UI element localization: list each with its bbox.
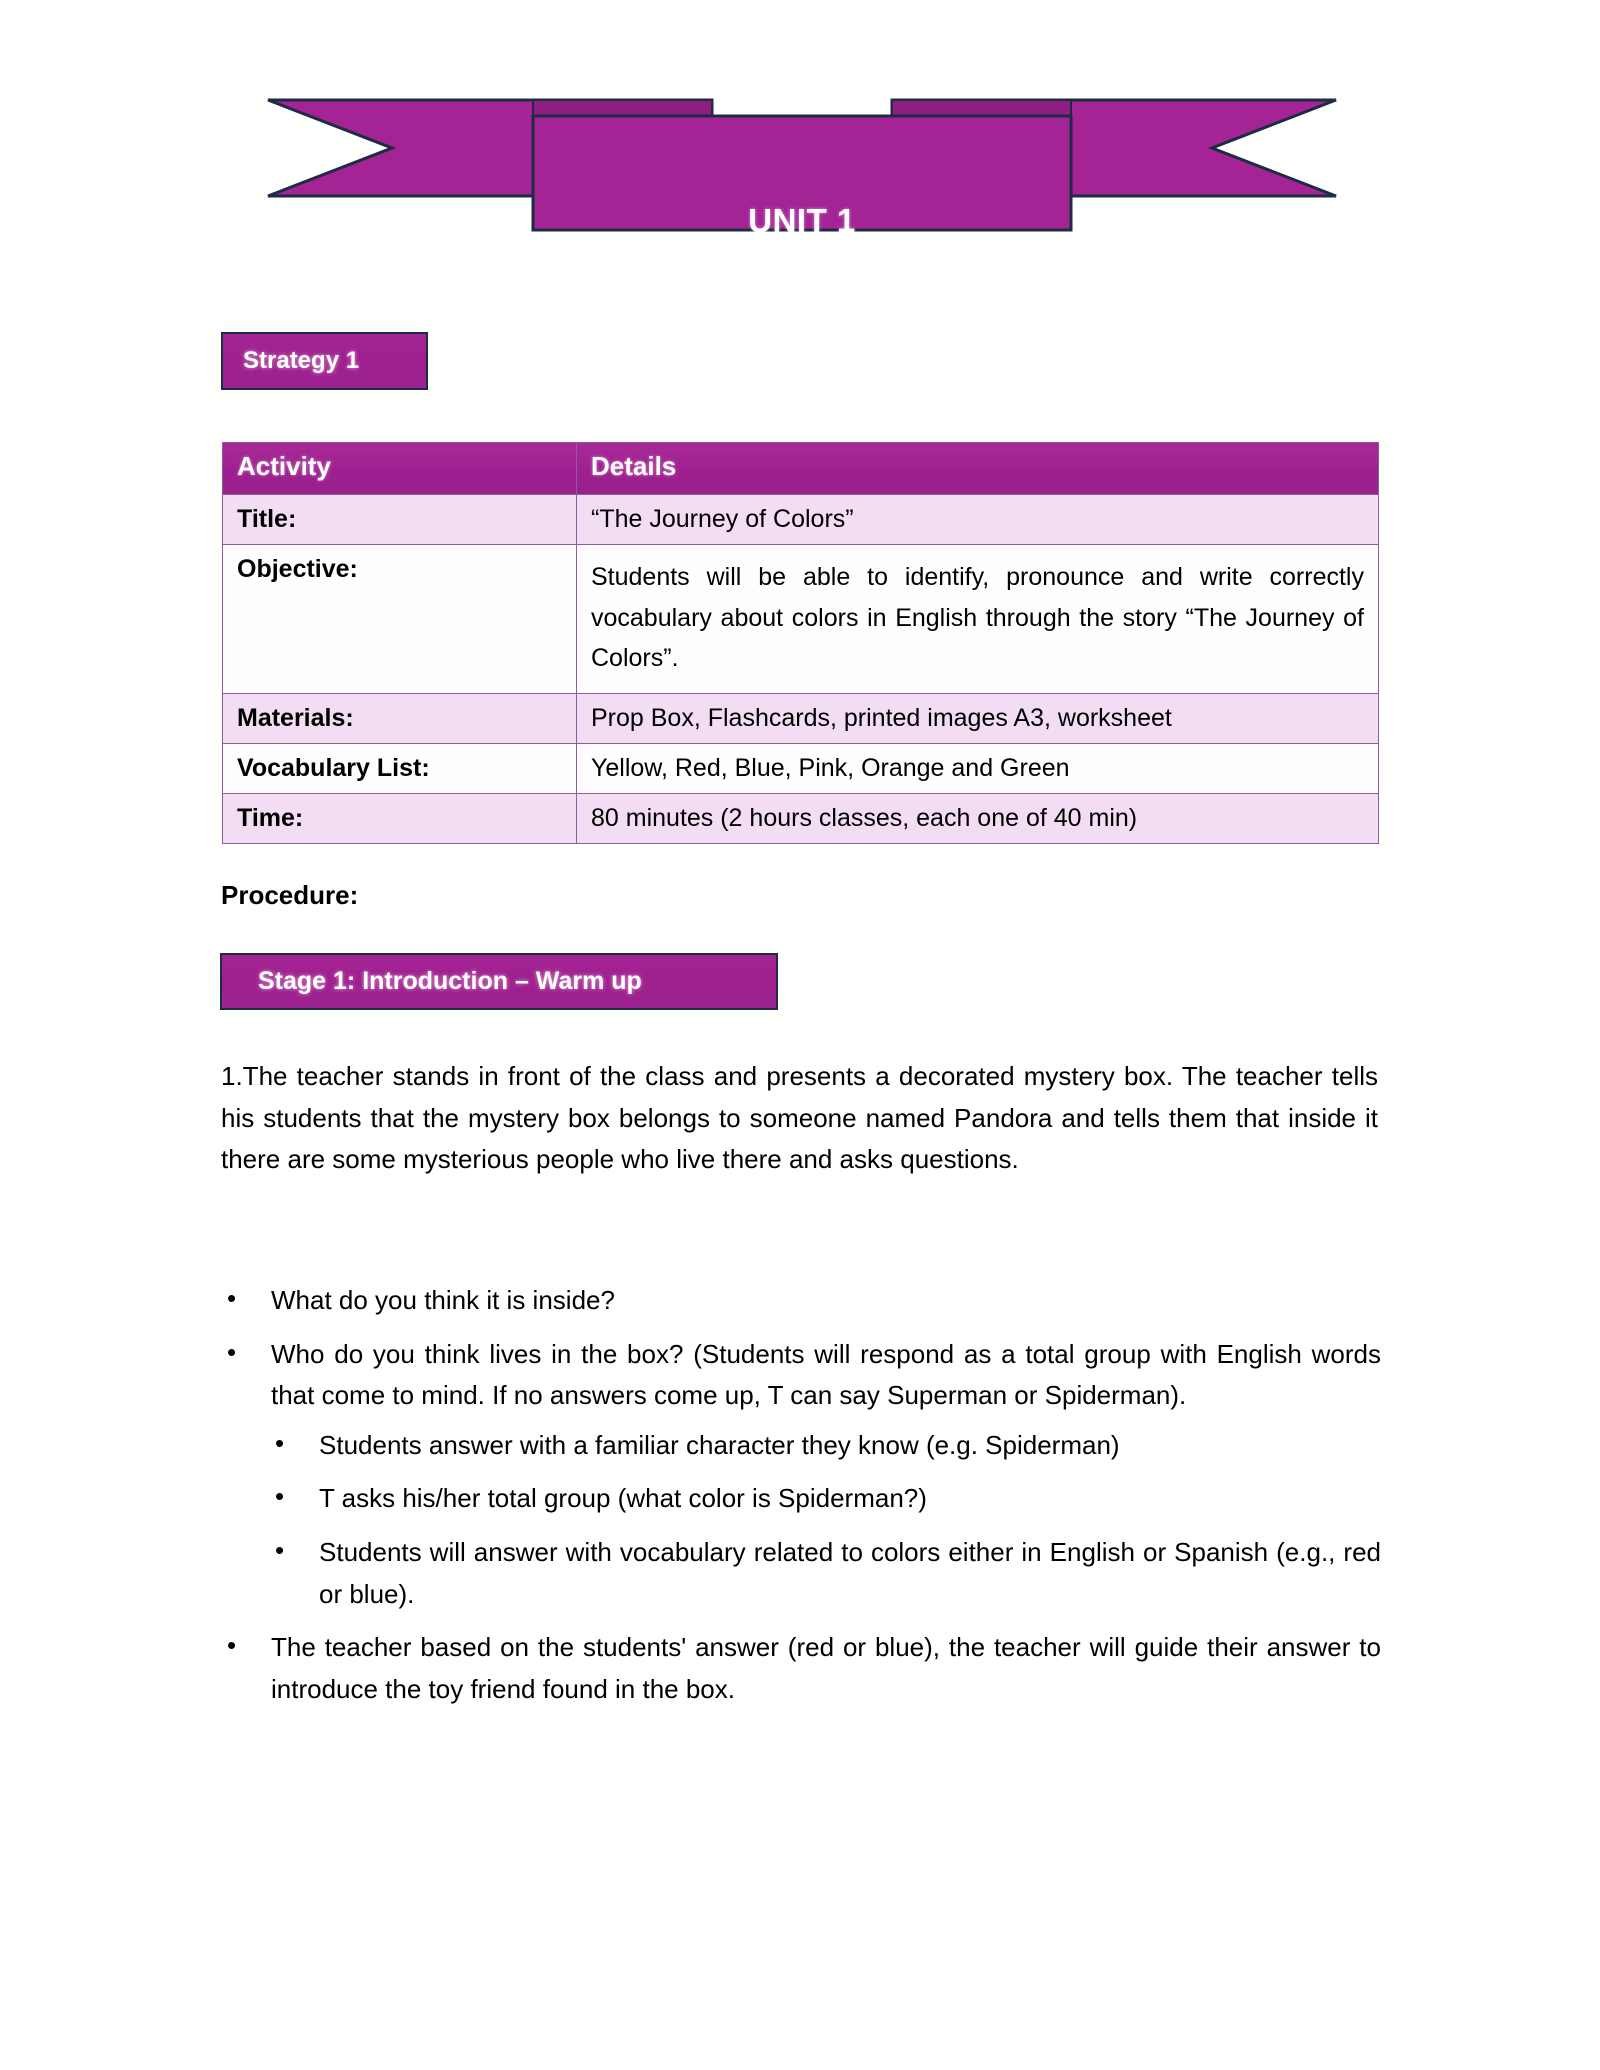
table-header-row <box>223 443 1379 495</box>
bullet-text: The teacher based on the students' answer (red or blue), the teacher will guide their answer to introduce the toy friend found in the box. <box>271 1632 1381 1704</box>
row-label-materials: Materials: <box>223 693 577 743</box>
row-label-time: Time: <box>223 793 577 843</box>
list-item <box>271 1425 1381 1467</box>
sub-bullet-text: Students will answer with vocabulary related to colors either in English or Spanish (e.g., red or blue). <box>319 1536 1381 1609</box>
row-label-title: Title: <box>223 495 577 545</box>
list-item <box>271 1532 1381 1615</box>
strategy-label-text: Strategy 1 <box>243 347 360 374</box>
procedure-sub-bullet-list <box>271 1425 1381 1615</box>
sub-bullet-text: Students answer with a familiar character they know (e.g. Spiderman) <box>319 1429 1120 1460</box>
table-row <box>223 743 1379 793</box>
strategy-label-chip <box>221 332 428 390</box>
row-label-vocabulary-list: Vocabulary List: <box>223 743 577 793</box>
procedure-heading: Procedure: <box>221 880 359 910</box>
intro-paragraph: 1.The teacher stands in front of the class and presents a decorated mystery box. The teacher tells his students that the mystery box belongs to someone named Pandora and tells them that inside it there are some mysterious people who live there and asks questions. <box>221 1061 1378 1175</box>
sub-bullet-text: T asks his/her total group (what color is Spiderman?) <box>319 1483 927 1514</box>
unit-title: UNIT 1 <box>748 202 856 239</box>
list-item <box>221 1280 1381 1322</box>
table-row <box>223 545 1379 694</box>
row-value-title: “The Journey of Colors” <box>577 495 1379 545</box>
row-value-objective: Students will be able to identify, pronounce and write correctly vocabulary about colors in English through the story “The Journey of Colors”. <box>577 545 1379 694</box>
row-label-objective: Objective: <box>223 545 577 694</box>
procedure-bullet-list <box>221 1280 1381 1722</box>
row-value-materials: Prop Box, Flashcards, printed images A3, worksheet <box>577 693 1379 743</box>
table-row <box>223 693 1379 743</box>
table-row <box>223 495 1379 545</box>
row-value-vocabulary-list: Yellow, Red, Blue, Pink, Orange and Green <box>577 743 1379 793</box>
table-row <box>223 793 1379 843</box>
column-header-activity: Activity <box>223 443 577 495</box>
bullet-text: What do you think it is inside? <box>271 1285 615 1315</box>
list-item <box>221 1627 1381 1710</box>
bullet-text: Who do you think lives in the box? (Students will respond as a total group with English words that come to mind. If no answers come up, T can say Superman or Spiderman). <box>271 1338 1381 1411</box>
row-value-time: 80 minutes (2 hours classes, each one of 40 min) <box>577 793 1379 843</box>
unit-ribbon-banner <box>0 78 1600 238</box>
stage-1-label-chip <box>220 953 778 1010</box>
column-header-details: Details <box>577 443 1379 495</box>
list-item <box>221 1334 1381 1616</box>
list-item <box>271 1478 1381 1520</box>
activity-details-table <box>222 442 1379 844</box>
stage-1-label-text: Stage 1: Introduction – Warm up <box>258 967 642 995</box>
